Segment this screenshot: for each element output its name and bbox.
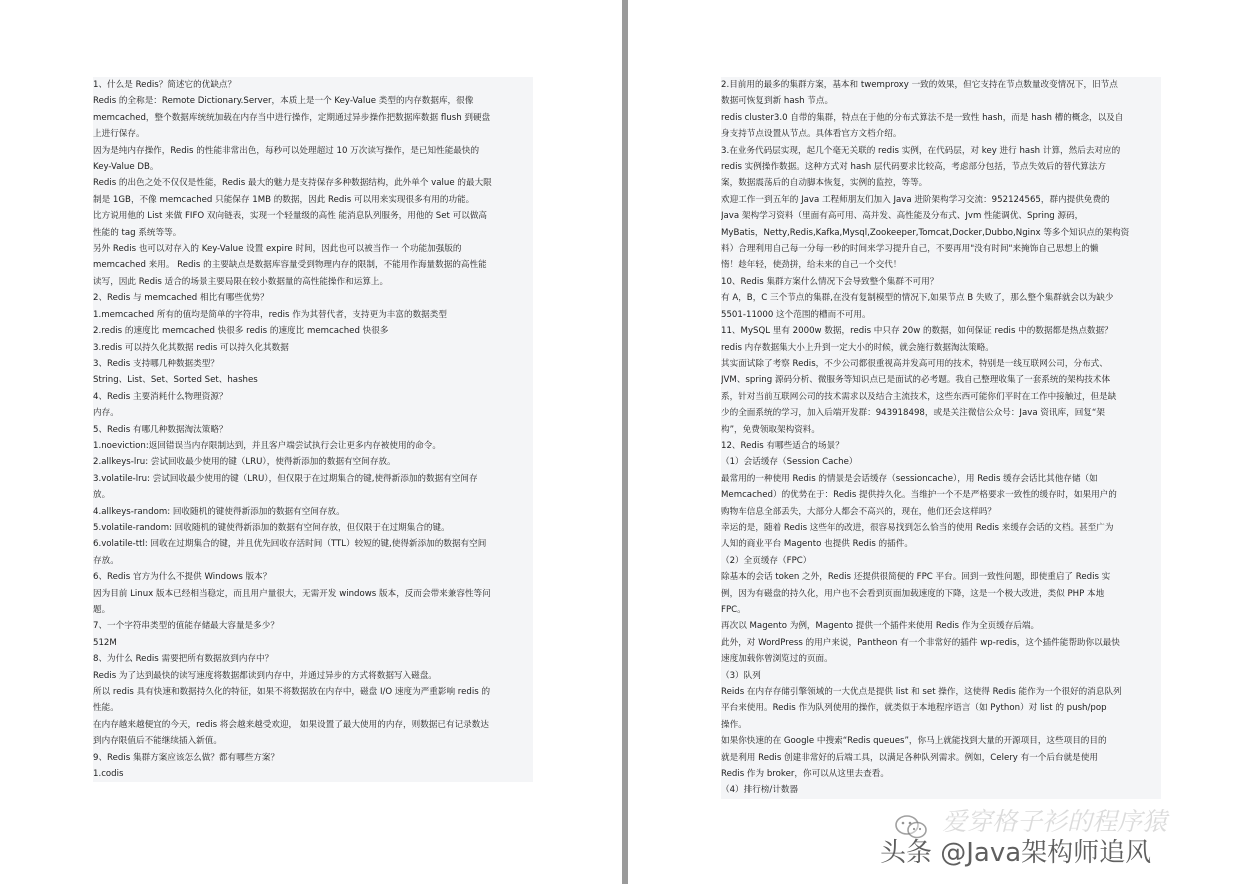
text-line: 如果你快速的在 Google 中搜索“Redis queues”，你马上就能找到大量的开源项目，这些项目的目的 [721,736,1107,747]
text-line: 购物车信息全部丢失，大部分人都会不高兴的，现在，他们还会这样吗？ [721,506,997,517]
text-line: 因为目前 Linux 版本已经相当稳定，而且用户量很大，无需开发 windows 版本，反而会带来兼容性等问 [93,588,491,599]
text-line: 性能。 [93,703,119,714]
text-line: 制是 1GB，不像 memcached 只能保存 1MB 的数据，因此 Redis 可以用来实现很多有用的功能。 [93,194,475,205]
text-line: Redis 的出色之处不仅仅是性能，Redis 最大的魅力是支持保存多种数据结构，此外单个 value 的最大限 [93,178,492,189]
text-line: 人知的商业平台 Magento 也提供 Redis 的插件。 [721,539,913,550]
text-line: 9、Redis 集群方案应该怎么做？都有哪些方案？ [93,752,280,763]
text-line: 3.volatile-lru: 尝试回收最少使用的键（LRU），但仅限于在过期集合的键,使得新添加的数据有空间存 [93,473,478,484]
text-line: 2.redis 的速度比 memcached 快很多 redis 的速度比 memcached 快很多 [93,326,389,337]
text-line: 操作。 [721,719,747,730]
text-line: 存放。 [93,555,119,566]
text-line: 速度加载你曾浏览过的页面。 [721,654,833,665]
document-page-right [628,0,1255,884]
text-line: （3）队列 [721,670,761,681]
text-line: 除基本的会话 token 之外，Redis 还提供很简便的 FPC 平台。回到一致性问题，即使重启了 Redis 实 [721,572,1111,583]
text-line: 读写，因此 Redis 适合的场景主要局限在较小数据量的高性能操作和运算上。 [93,276,389,287]
text-line: 12、Redis 有哪些适合的场景？ [721,440,844,451]
text-line: 3.在业务代码层实现，起几个毫无关联的 redis 实例，在代码层，对 key 进行 hash 计算，然后去对应的 [721,145,1121,156]
text-line: 1.codis [93,769,124,780]
text-line: 4、Redis 主要消耗什么物理资源？ [93,391,228,402]
text-line: 比方说用他的 List 来做 FIFO 双向链表，实现一个轻量级的高性 能消息队列服务，用他的 Set 可以做高 [93,211,488,222]
text-line: 最常用的一种使用 Redis 的情景是会话缓存（sessioncache），用 Redis 缓存会话比其他存储（如 [721,473,1098,484]
text-line: 5、Redis 有哪几种数据淘汰策略？ [93,424,228,435]
text-line: 2.allkeys-lru: 尝试回收最少使用的键（LRU），使得新添加的数据有空间存放。 [93,457,396,468]
text-line: 其实面试除了考察 Redis，不少公司都很重视高并发高可用的技术，特别是一线互联网公司，分布式、 [721,358,1108,369]
text-line: 料）合理利用自己每一分每一秒的时间来学习提升自己，不要再用"没有时间"来掩饰自己思想上的懒 [721,244,1099,255]
text-line: 6、Redis 官方为什么不提供 Windows 版本？ [93,572,272,583]
text-line: 5.volatile-random: 回收随机的键使得新添加的数据有空间存放，但仅限于在过期集合的键。 [93,522,450,533]
text-line: redis cluster3.0 自带的集群，特点在于他的分布式算法不是一致性 hash，而是 hash 槽的概念，以及自 [721,112,1124,123]
text-line: memcached 来用。 Redis 的主要缺点是数据库容量受到物理内存的限制，不能用作海量数据的高性能 [93,260,487,271]
text-line: 3、Redis 支持哪几种数据类型？ [93,358,219,369]
text-line: 8、为什么 Redis 需要把所有数据放到内存中？ [93,654,274,665]
text-line: 放。 [93,490,111,501]
text-line: 6.volatile-ttl: 回收在过期集合的键，并且优先回收存活时间（TTL）较短的键,使得新添加的数据有空间 [93,539,487,550]
text-line: MyBatis，Netty,Redis,Kafka,Mysql,Zookeeper,Tomcat,Docker,Dubbo,Nginx 等多个知识点的架构资 [721,227,1130,238]
text-line: 少的全面系统的学习，加入后端开发群：943918498，或是关注微信公众号：Java 资讯库，回复“架 [721,408,1105,419]
text-line: Key-Value DB。 [93,162,159,173]
page-text-left [93,77,533,782]
text-line: （2）全页缓存（FPC） [721,555,812,566]
text-line: Redis 为了达到最快的读写速度将数据都读到内存中，并通过异步的方式将数据写入磁盘。 [93,670,437,681]
text-line: 上进行保存。 [93,129,145,140]
text-line: 1、什么是 Redis？简述它的优缺点？ [93,80,237,90]
text-line: Redis 的全称是：Remote Dictionary.Server，本质上是一个 Key-Value 类型的内存数据库，很像 [93,96,474,107]
text-line: 系，针对当前互联网公司的技术需求以及结合主流技术，这些东西可能你们平时在工作中接触过，但是缺 [721,391,1117,402]
watermark-handle: 头条 @Java架构师追风 [880,838,1152,868]
text-line: 平台来使用。Redis 作为队列使用的操作，就类似于本地程序语言（如 Python）对 list 的 push/pop [721,703,1107,714]
text-line: 此外，对 WordPress 的用户来说，Pantheon 有一个非常好的插件 wp-redis，这个插件能帮助你以最快 [721,637,1120,648]
text-line: 在内存越来越便宜的今天，redis 将会越来越受欢迎， 如果设置了最大使用的内存，则数据已有记录数达 [93,719,489,730]
text-line: FPC。 [721,605,746,615]
text-line: 因为是纯内存操作，Redis 的性能非常出色，每秒可以处理超过 10 万次读写操作，是已知性能最快的 [93,145,480,156]
page-text-right [721,77,1161,799]
text-line: 到内存限值后不能继续插入新值。 [93,736,222,747]
text-line: （4）排行榜/计数器 [721,785,799,796]
text-line: String、List、Set、Sorted Set、hashes [93,375,258,386]
text-line: 身支持节点设置从节点。具体看官方文档介绍。 [721,129,902,140]
document-page-left [0,0,622,884]
text-line: 内存。 [93,408,119,419]
text-line: 10、Redis 集群方案什么情况下会导致整个集群不可用？ [721,276,939,287]
text-line: Memcached）的优势在于：Redis 提供持久化。当维护一个不是严格要求一致性的缓存时，如果用户的 [721,490,1117,501]
text-line: 7、一个字符串类型的值能存储最大容量是多少？ [93,621,279,632]
text-line: 4.allkeys-random: 回收随机的键使得新添加的数据有空间存放。 [93,506,345,517]
text-line: 2.目前用的最多的集群方案，基本和 twemproxy 一致的效果，但它支持在节点数量改变情况下，旧节点 [721,80,1118,90]
text-line: 所以 redis 具有快速和数据持久化的特征，如果不将数据放在内存中，磁盘 I/O 速度为严重影响 redis 的 [93,687,491,698]
text-line: JVM、spring 源码分析、微服务等知识点已是面试的必考题。我自己整理收集了一套系统的架构技术体 [721,375,1111,386]
text-line: redis 实例操作数据。这种方式对 hash 层代码要求比较高，考虑部分包括，节点失效后的替代算法方 [721,162,1106,173]
text-line: 性能的 tag 系统等等。 [93,227,182,238]
text-line: 2、Redis 与 memcached 相比有哪些优势？ [93,293,269,304]
text-line: 再次以 Magento 为例，Magento 提供一个插件来使用 Redis 作为全页缓存后端。 [721,621,1040,632]
text-line: 另外 Redis 也可以对存入的 Key-Value 设置 expire 时间，因此也可以被当作一 个功能加强版的 [93,244,462,255]
text-line: 惰！趁年轻，使劲拼，给未来的自己一个交代！ [721,260,902,271]
text-line: 11、MySQL 里有 2000w 数据，redis 中只存 20w 的数据，如何保证 redis 中的数据都是热点数据？ [721,326,1113,337]
text-line: 案，数据震荡后的自动脚本恢复，实例的监控，等等。 [721,178,928,189]
text-line: 例，因为有磁盘的持久化，用户也不会看到页面加载速度的下降，这是一个极大改进，类似 PHP 本地 [721,588,1105,599]
text-line: 构”，免费领取架构资料。 [721,424,820,435]
text-line: Redis 作为 broker，你可以从这里去查看。 [721,769,889,780]
text-line: 5501-11000 这个范围的槽而不可用。 [721,309,871,320]
text-line: 幸运的是，随着 Redis 这些年的改进，很容易找到怎么恰当的使用 Redis 来缓存会话的文档。甚至广为 [721,522,1114,533]
text-line: 欢迎工作一到五年的 Java 工程师朋友们加入 Java 进阶架构学习交流：952124565，群内提供免费的 [721,194,1110,205]
text-line: memcached，整个数据库统统加载在内存当中进行操作，定期通过异步操作把数据库数据 flush 到硬盘 [93,112,491,123]
text-line: 就是利用 Redis 创建非常好的后端工具，以满足各种队列需求。例如，Celery 有一个后台就是使用 [721,752,1098,763]
text-line: redis 内存数据集大小上升到一定大小的时候，就会施行数据淘汰策略。 [721,342,994,353]
text-line: 有 A，B，C 三个节点的集群,在没有复制模型的情况下,如果节点 B 失败了，那么整个集群就会以为缺少 [721,293,1114,304]
text-line: Java 架构学习资料（里面有高可用、高并发、高性能及分布式、Jvm 性能调优、Spring 源码， [721,211,1084,222]
text-line: 3.redis 可以持久化其数据 redis 可以持久化其数据 [93,342,289,353]
watermark-author: 爱穿格子衫的程序猿 [942,807,1168,836]
text-line: （1）会话缓存（Session Cache） [721,457,858,468]
text-line: 1.memcached 所有的值均是简单的字符串，redis 作为其替代者，支持更为丰富的数据类型 [93,309,447,320]
text-line: 512M [93,637,117,648]
text-line: Reids 在内存存储引擎领域的一大优点是提供 list 和 set 操作，这使得 Redis 能作为一个很好的消息队列 [721,687,1122,698]
text-line: 数据可恢复到新 hash 节点。 [721,96,834,107]
text-line: 题。 [93,605,111,615]
text-line: 1.noeviction:返回错误当内存限制达到，并且客户端尝试执行会让更多内存被使用的命令。 [93,440,441,451]
